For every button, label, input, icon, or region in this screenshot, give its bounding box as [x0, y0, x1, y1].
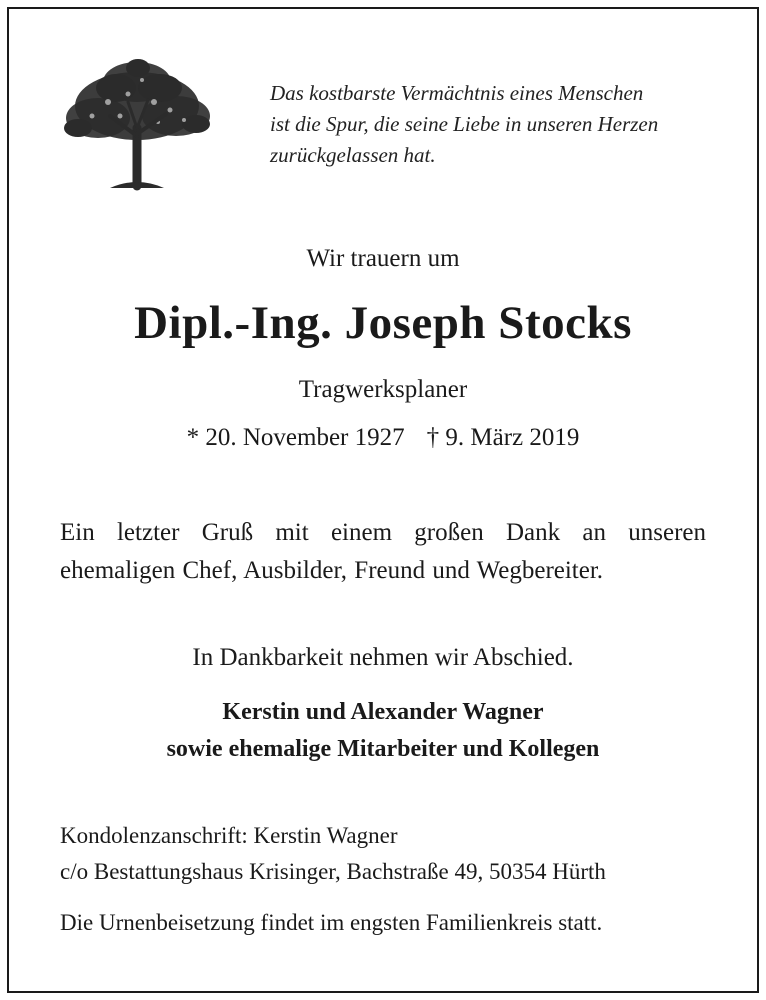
message-line: ehemaligen Chef, Ausbilder, Freund und Wegbereiter. — [60, 557, 604, 584]
burial-notice: Die Urnenbeisetzung findet im engsten Familienkreis statt. — [60, 910, 603, 935]
tree-icon — [58, 58, 216, 192]
life-dates — [0, 424, 766, 452]
condolence-line: Kondolenzanschrift: Kerstin Wagner — [60, 823, 398, 848]
mourning-intro: Wir trauern um — [306, 245, 460, 272]
memorial-quote — [270, 78, 730, 171]
signer-line: sowie ehemalige Mitarbeiter und Kollegen — [166, 736, 600, 762]
quote-line: ist die Spur, die seine Liebe in unseren Herzen — [270, 112, 659, 136]
death-date: † 9. März 2019 — [426, 424, 580, 451]
signer-line: Kerstin und Alexander Wagner — [222, 699, 544, 725]
deceased-profession: Tragwerksplaner — [298, 376, 468, 403]
farewell-statement: In Dankbarkeit nehmen wir Abschied. — [192, 644, 574, 671]
quote-line: zurückgelassen hat. — [270, 143, 436, 167]
condolence-address — [60, 818, 606, 890]
signers-block — [0, 694, 766, 768]
condolence-line: c/o Bestattungshaus Krisinger, Bachstraße 49, 50354 Hürth — [60, 859, 606, 884]
deceased-name: Dipl.-Ing. Joseph Stocks — [134, 297, 632, 349]
message-line: Ein letzter Gruß mit einem großen Dank an unseren — [60, 519, 706, 546]
farewell-message — [60, 514, 706, 590]
birth-date: * 20. November 1927 — [186, 424, 405, 451]
quote-line: Das kostbarste Vermächtnis eines Menschen — [270, 81, 644, 105]
